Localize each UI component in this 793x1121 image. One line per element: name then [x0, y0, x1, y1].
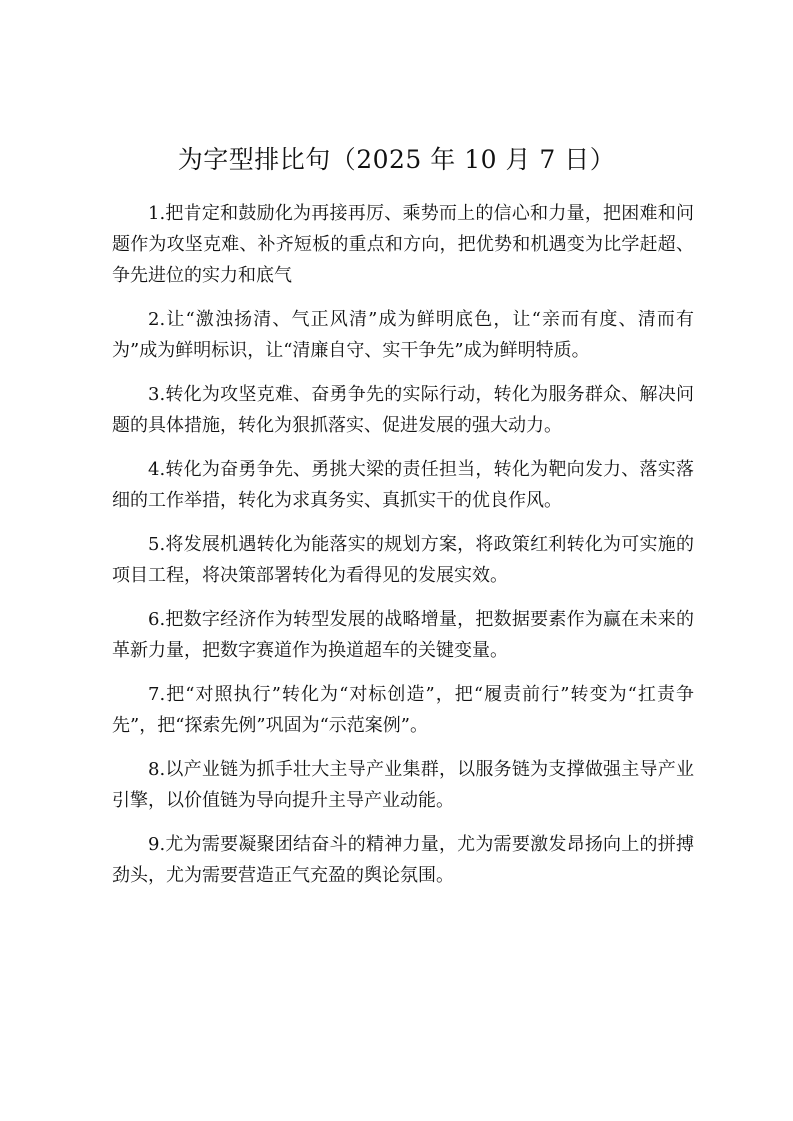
document-body: [112, 198, 694, 904]
paragraph-4: 4.转化为奋勇争先、勇挑大梁的责任担当，转化为靶向发力、落实落细的工作举措，转化为求真务实、真抓实干的优良作风。: [112, 459, 694, 511]
paragraph-6: 6.把数字经济作为转型发展的战略增量，把数据要素作为赢在未来的革新力量，把数字赛道作为换道超车的关键变量。: [112, 609, 694, 661]
paragraph-9: 9.尤为需要凝聚团结奋斗的精神力量，尤为需要激发昂扬向上的拼搏劲头，尤为需要营造正气充盈的舆论氛围。: [112, 834, 694, 886]
paragraph-8: 8.以产业链为抓手壮大主导产业集群，以服务链为支撑做强主导产业引擎，以价值链为导向提升主导产业动能。: [112, 759, 694, 811]
paragraph-5: 5.将发展机遇转化为能落实的规划方案，将政策红利转化为可实施的项目工程，将决策部署转化为看得见的发展实效。: [112, 534, 694, 586]
paragraph-3: 3.转化为攻坚克难、奋勇争先的实际行动，转化为服务群众、解决问题的具体措施，转化为狠抓落实、促进发展的强大动力。: [112, 384, 694, 436]
paragraph-1: 1.把肯定和鼓励化为再接再厉、乘势而上的信心和力量，把困难和问题作为攻坚克难、补齐短板的重点和方向，把优势和机遇变为比学赶超、争先进位的实力和底气: [112, 203, 694, 286]
paragraph-7: 7.把“对照执行”转化为“对标创造”，把“履责前行”转变为“扛责争先”，把“探索先例”巩固为“示范案例”。: [112, 684, 694, 736]
document-title: 为字型排比句（2025 年 10 月 7 日）: [177, 145, 616, 174]
paragraph-2: 2.让“激浊扬清、气正风清”成为鲜明底色，让“亲而有度、清而有为”成为鲜明标识，让“清廉自守、实干争先”成为鲜明特质。: [112, 309, 694, 361]
